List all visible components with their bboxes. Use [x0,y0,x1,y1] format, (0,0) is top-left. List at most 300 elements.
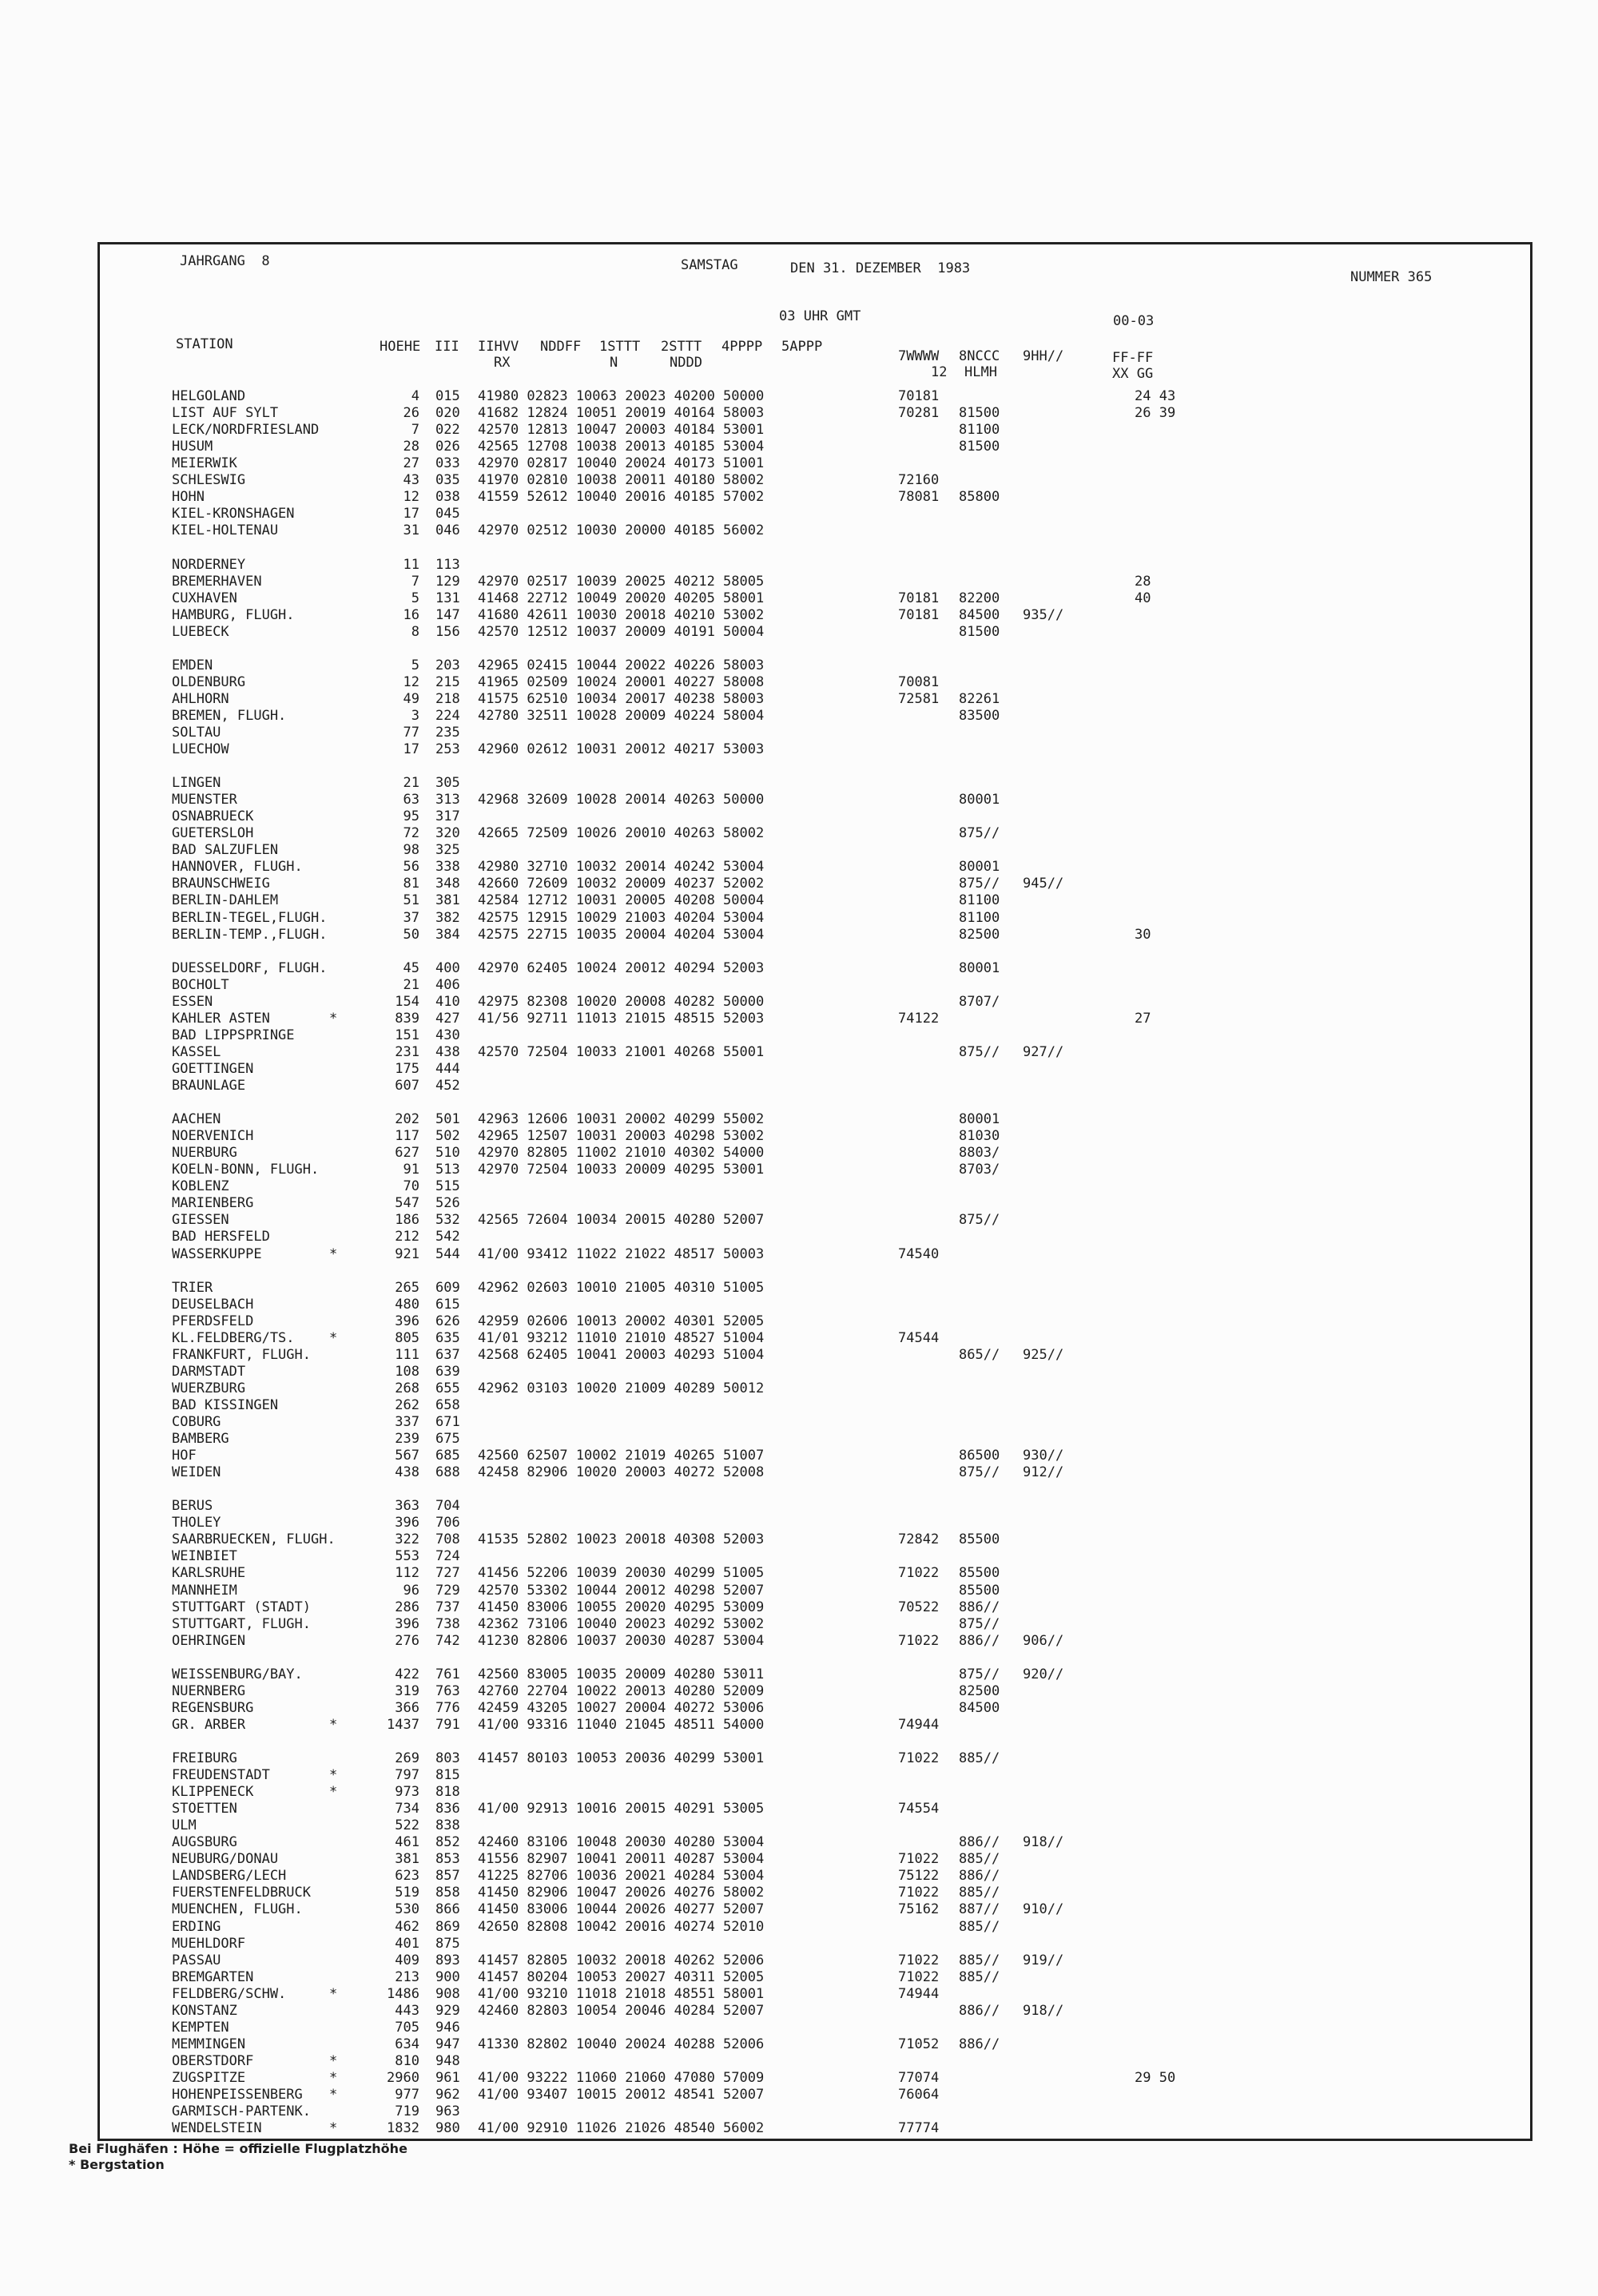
station-index: 980 [435,2120,460,2136]
station-elevation: 8 [411,624,419,640]
issue-number: NUMMER 365 [1350,269,1433,285]
station-index: 838 [435,1817,460,1833]
station-index: 948 [435,2053,460,2069]
station-index: 857 [435,1868,460,1884]
station-elevation: 95 [403,808,419,824]
station-name: BERLIN-DAHLEM [172,892,279,908]
station-index: 729 [435,1583,460,1599]
station-index: 325 [435,842,460,858]
station-name: STOETTEN [172,1801,237,1817]
station-elevation: 547 [395,1195,419,1211]
station-index: 215 [435,674,460,690]
station-name: AUGSBURG [172,1834,237,1850]
station-elevation: 1832 [387,2120,419,2136]
station-index: 803 [435,1750,460,1766]
station-name: KARLSRUHE [172,1565,246,1581]
group-8nccc: 885// [959,1885,1000,1901]
station-elevation: 797 [395,1767,419,1783]
station-table [100,244,1530,2139]
station-elevation: 231 [395,1044,419,1060]
group-8nccc: 875// [959,1666,1000,1682]
station-elevation: 50 [403,927,419,943]
synop-groups: 42650 82808 10042 20016 40274 52010 [478,1919,765,1935]
station-index: 875 [435,1936,460,1952]
synop-groups: 41/01 93212 11010 21010 48527 51004 [478,1330,765,1346]
group-9hh: 919// [1023,1952,1064,1968]
station-elevation: 462 [395,1919,419,1935]
station-elevation: 396 [395,1616,419,1632]
group-8nccc: 84500 [959,1700,1000,1716]
group-7wwww: 74944 [898,1717,940,1733]
station-name: HOHENPEISSENBERG [172,2087,303,2103]
station-name: GUETERSLOH [172,825,254,841]
gust-ff: 24 43 [1135,388,1176,404]
station-name: WEISSENBURG/BAY. [172,1666,303,1682]
station-elevation: 286 [395,1599,419,1615]
station-name: PFERDSFELD [172,1313,254,1329]
col-1sttt-sub: N [610,355,618,371]
station-elevation: 810 [395,2053,419,2069]
group-8nccc: 81100 [959,422,1000,438]
group-8nccc: 80001 [959,792,1000,808]
synop-groups: 41559 52612 10040 20016 40185 57002 [478,489,765,505]
synop-groups: 42962 03103 10020 21009 40289 50012 [478,1380,765,1396]
station-name: BERUS [172,1498,213,1514]
col-8nccc-sub: HLMH [964,364,997,380]
station-index: 737 [435,1599,460,1615]
station-index: 113 [435,557,460,573]
station-elevation: 31 [403,522,419,538]
station-name: ERDING [172,1919,221,1935]
station-index: 235 [435,725,460,741]
group-7wwww: 71022 [898,1851,940,1867]
synop-groups: 41450 82906 10047 20026 40276 58002 [478,1885,765,1901]
station-elevation: 381 [395,1851,419,1867]
station-name: SOLTAU [172,725,221,741]
group-7wwww: 71022 [898,1750,940,1766]
station-index: 015 [435,388,460,404]
group-8nccc: 81100 [959,892,1000,908]
station-name: TRIER [172,1280,213,1296]
station-name: BREMERHAVEN [172,574,262,590]
group-7wwww: 74540 [898,1246,940,1262]
station-elevation: 530 [395,1901,419,1917]
synop-groups: 42665 72509 10026 20010 40263 58002 [478,825,765,841]
station-elevation: 623 [395,1868,419,1884]
synop-groups: 41450 83006 10044 20026 40277 52007 [478,1901,765,1917]
station-name: HOHN [172,489,205,505]
station-index: 704 [435,1498,460,1514]
station-name: STUTTGART, FLUGH. [172,1616,311,1632]
col-1sttt: 1STTT [599,339,641,355]
station-index: 688 [435,1464,460,1480]
station-index: 129 [435,574,460,590]
station-elevation: 12 [403,489,419,505]
station-elevation: 719 [395,2103,419,2119]
station-name: MUEHLDORF [172,1936,246,1952]
station-name: FELDBERG/SCHW. [172,1986,287,2002]
synop-groups: 41/00 93210 11018 21018 48551 58001 [478,1986,765,2002]
station-elevation: 16 [403,607,419,623]
station-name: WEINBIET [172,1548,237,1564]
synop-groups: 42660 72609 10032 20009 40237 52002 [478,876,765,892]
group-9hh: 918// [1023,1834,1064,1850]
station-elevation: 51 [403,892,419,908]
synop-groups: 42570 53302 10044 20012 40298 52007 [478,1583,765,1599]
col-8nccc: 8NCCC [959,348,1000,364]
group-8nccc: 885// [959,1969,1000,1985]
synop-groups: 41970 02810 10038 20011 40180 58002 [478,472,765,488]
station-name: OBERSTDORF [172,2053,254,2069]
station-name: BAD LIPPSPRINGE [172,1027,295,1043]
group-7wwww: 70522 [898,1599,940,1615]
station-index: 526 [435,1195,460,1211]
group-8nccc: 81500 [959,405,1000,421]
station-name: KONSTANZ [172,2003,237,2019]
group-8nccc: 875// [959,1212,1000,1228]
synop-groups: 42970 02517 10039 20025 40212 58005 [478,574,765,590]
group-8nccc: 85500 [959,1565,1000,1581]
station-elevation: 81 [403,876,419,892]
station-elevation: 2960 [387,2070,419,2086]
station-name: LECK/NORDFRIESLAND [172,422,320,438]
station-index: 900 [435,1969,460,1985]
station-name: FRANKFURT, FLUGH. [172,1347,311,1363]
station-name: LUEBECK [172,624,229,640]
station-index: 544 [435,1246,460,1262]
synop-groups: 42560 83005 10035 20009 40280 53011 [478,1666,765,1682]
station-index: 348 [435,876,460,892]
station-elevation: 239 [395,1431,419,1447]
group-8nccc: 82500 [959,927,1000,943]
station-index: 742 [435,1633,460,1649]
station-elevation: 363 [395,1498,419,1514]
group-8nccc: 85800 [959,489,1000,505]
group-7wwww: 76064 [898,2087,940,2103]
station-elevation: 7 [411,574,419,590]
station-name: HANNOVER, FLUGH. [172,859,303,875]
station-name: KL.FELDBERG/TS. [172,1330,295,1346]
station-name: STUTTGART (STADT) [172,1599,311,1615]
group-8nccc: 886// [959,2003,1000,2019]
observation-time: 03 UHR GMT [779,308,861,324]
station-index: 637 [435,1347,460,1363]
station-name: NUERBURG [172,1145,237,1161]
station-elevation: 519 [395,1885,419,1901]
group-9hh: 945// [1023,876,1064,892]
gust-ff: 30 [1135,927,1151,943]
station-index: 685 [435,1448,460,1464]
station-name: MUENCHEN, FLUGH. [172,1901,303,1917]
group-8nccc: 84500 [959,607,1000,623]
station-elevation: 5 [411,657,419,673]
station-elevation: 17 [403,506,419,522]
mountain-station-mark: * [329,1767,338,1783]
station-elevation: 7 [411,422,419,438]
station-index: 761 [435,1666,460,1682]
group-8nccc: 82500 [959,1683,1000,1699]
station-elevation: 839 [395,1011,419,1027]
station-index: 962 [435,2087,460,2103]
station-index: 147 [435,607,460,623]
col-9hh: 9HH// [1023,348,1064,364]
station-name: BAD KISSINGEN [172,1397,279,1413]
gust-ff: 28 [1135,574,1151,590]
station-index: 658 [435,1397,460,1413]
group-7wwww: 70281 [898,405,940,421]
group-7wwww: 70081 [898,674,940,690]
gust-ff: 29 50 [1135,2070,1176,2086]
group-9hh: 910// [1023,1901,1064,1917]
group-8nccc: 875// [959,1616,1000,1632]
station-name: OEHRINGEN [172,1633,246,1649]
station-index: 131 [435,590,460,606]
station-name: AACHEN [172,1111,221,1127]
col-nddff: NDDFF [540,339,582,355]
station-name: SCHLESWIG [172,472,246,488]
synop-groups: 42459 43205 10027 20004 40272 53006 [478,1700,765,1716]
station-index: 381 [435,892,460,908]
station-name: KAHLER ASTEN [172,1011,270,1027]
station-name: HAMBURG, FLUGH. [172,607,295,623]
synop-groups: 41/00 93412 11022 21022 48517 50003 [478,1246,765,1262]
synop-groups: 41330 82802 10040 20024 40288 52006 [478,2036,765,2052]
synop-groups: 42965 12507 10031 20003 40298 53002 [478,1128,765,1144]
col-hoehe: HOEHE [380,339,421,355]
station-index: 776 [435,1700,460,1716]
station-index: 224 [435,708,460,724]
station-index: 946 [435,2020,460,2036]
station-elevation: 175 [395,1061,419,1077]
station-name: WASSERKUPPE [172,1246,262,1262]
station-name: BAD HERSFELD [172,1229,270,1245]
station-elevation: 96 [403,1583,419,1599]
station-index: 542 [435,1229,460,1245]
station-elevation: 43 [403,472,419,488]
station-name: LIST AUF SYLT [172,405,279,421]
gust-ff: 26 39 [1135,405,1176,421]
station-index: 452 [435,1078,460,1094]
group-7wwww: 70181 [898,607,940,623]
station-name: REGENSBURG [172,1700,254,1716]
station-elevation: 443 [395,2003,419,2019]
group-7wwww: 71022 [898,1885,940,1901]
synop-groups: 41456 52206 10039 20030 40299 51005 [478,1565,765,1581]
synop-groups: 41/00 92913 10016 20015 40291 53005 [478,1801,765,1817]
station-elevation: 21 [403,977,419,993]
col-ff: FF-FF [1112,350,1154,366]
synop-groups: 41965 02509 10024 20001 40227 58008 [478,674,765,690]
synop-groups: 42968 32609 10028 20014 40263 50000 [478,792,765,808]
station-elevation: 26 [403,405,419,421]
station-index: 866 [435,1901,460,1917]
station-index: 382 [435,910,460,926]
group-7wwww: 77774 [898,2120,940,2136]
station-index: 444 [435,1061,460,1077]
station-index: 639 [435,1364,460,1380]
station-elevation: 977 [395,2087,419,2103]
synop-groups: 41/00 93222 11060 21060 47080 57009 [478,2070,765,2086]
station-index: 020 [435,405,460,421]
station-elevation: 262 [395,1397,419,1413]
station-index: 203 [435,657,460,673]
station-index: 510 [435,1145,460,1161]
station-index: 317 [435,808,460,824]
group-8nccc: 82261 [959,691,1000,707]
station-elevation: 45 [403,960,419,976]
station-elevation: 567 [395,1448,419,1464]
station-elevation: 805 [395,1330,419,1346]
group-8nccc: 81030 [959,1128,1000,1144]
group-7wwww: 74122 [898,1011,940,1027]
group-8nccc: 8703/ [959,1162,1000,1178]
station-name: NORDERNEY [172,557,246,573]
synop-groups: 41680 42611 10030 20018 40210 53002 [478,607,765,623]
group-7wwww: 70181 [898,388,940,404]
synop-groups: 41230 82806 10037 20030 40287 53004 [478,1633,765,1649]
group-8nccc: 80001 [959,960,1000,976]
mountain-station-mark: * [329,1011,338,1027]
station-index: 035 [435,472,460,488]
station-name: HUSUM [172,439,213,455]
group-8nccc: 83500 [959,708,1000,724]
station-elevation: 319 [395,1683,419,1699]
mountain-station-mark: * [329,1986,338,2002]
station-index: 430 [435,1027,460,1043]
station-elevation: 27 [403,455,419,471]
group-8nccc: 8707/ [959,994,1000,1010]
synop-groups: 41450 83006 10055 20020 40295 53009 [478,1599,765,1615]
footnote-airports: Bei Flughäfen : Höhe = offizielle Flugplatzhöhe [69,2141,407,2156]
synop-groups: 42460 82803 10054 20046 40284 52007 [478,2003,765,2019]
station-name: MUENSTER [172,792,237,808]
group-8nccc: 885// [959,1750,1000,1766]
group-8nccc: 80001 [959,859,1000,875]
station-elevation: 705 [395,2020,419,2036]
group-9hh: 925// [1023,1347,1064,1363]
synop-groups: 42458 82906 10020 20003 40272 52008 [478,1464,765,1480]
synop-groups: 42980 32710 10032 20014 40242 53004 [478,859,765,875]
station-elevation: 4 [411,388,419,404]
station-elevation: 151 [395,1027,419,1043]
col-iii: III [435,339,459,355]
col-2sttt-sub: NDDD [670,355,702,371]
station-elevation: 11 [403,557,419,573]
mountain-station-mark: * [329,2120,338,2136]
station-index: 045 [435,506,460,522]
mountain-station-mark: * [329,2053,338,2069]
group-8nccc: 886// [959,2036,1000,2052]
station-elevation: 322 [395,1531,419,1547]
group-8nccc: 82200 [959,590,1000,606]
station-index: 815 [435,1767,460,1783]
station-name: KIEL-KRONSHAGEN [172,506,295,522]
mountain-station-mark: * [329,1246,338,1262]
group-9hh: 927// [1023,1044,1064,1060]
station-name: MEIERWIK [172,455,237,471]
col-station: STATION [176,336,233,352]
station-elevation: 72 [403,825,419,841]
station-name: THOLEY [172,1515,221,1531]
station-index: 893 [435,1952,460,1968]
group-8nccc: 85500 [959,1531,1000,1547]
station-name: KEMPTEN [172,2020,229,2036]
group-7wwww: 78081 [898,489,940,505]
station-name: COBURG [172,1414,221,1430]
group-8nccc: 85500 [959,1583,1000,1599]
group-7wwww: 75162 [898,1901,940,1917]
synop-groups: 42568 62405 10041 20003 40293 51004 [478,1347,765,1363]
station-index: 963 [435,2103,460,2119]
synop-groups: 42975 82308 10020 20008 40282 50000 [478,994,765,1010]
station-name: MEMMINGEN [172,2036,246,2052]
group-8nccc: 86500 [959,1448,1000,1464]
group-9hh: 930// [1023,1448,1064,1464]
station-elevation: 480 [395,1297,419,1313]
synop-groups: 41225 82706 10036 20021 40284 53004 [478,1868,765,1884]
station-index: 763 [435,1683,460,1699]
station-name: KASSEL [172,1044,221,1060]
station-name: FREIBURG [172,1750,237,1766]
station-name: GOETTINGEN [172,1061,254,1077]
synop-groups: 41468 22712 10049 20020 40205 58001 [478,590,765,606]
synop-groups: 42959 02606 10013 20002 40301 52005 [478,1313,765,1329]
synop-groups: 41457 82805 10032 20018 40262 52006 [478,1952,765,1968]
group-7wwww: 74554 [898,1801,940,1817]
station-name: LUECHOW [172,741,229,757]
station-name: BOCHOLT [172,977,229,993]
synop-groups: 41/00 93407 10015 20012 48541 52007 [478,2087,765,2103]
station-name: MANNHEIM [172,1583,237,1599]
station-index: 515 [435,1178,460,1194]
station-elevation: 49 [403,691,419,707]
station-name: WEIDEN [172,1464,221,1480]
station-index: 438 [435,1044,460,1060]
synop-groups: 41980 02823 10063 20023 40200 50000 [478,388,765,404]
station-index: 724 [435,1548,460,1564]
station-elevation: 634 [395,2036,419,2052]
station-elevation: 409 [395,1952,419,1968]
synop-groups: 42970 62405 10024 20012 40294 52003 [478,960,765,976]
station-index: 218 [435,691,460,707]
group-8nccc: 885// [959,1919,1000,1935]
station-elevation: 1437 [387,1717,419,1733]
col-ff-sub: XX GG [1112,366,1154,382]
station-elevation: 91 [403,1162,419,1178]
station-name: AHLHORN [172,691,229,707]
group-7wwww: 77074 [898,2070,940,2086]
gust-ff: 40 [1135,590,1151,606]
group-7wwww: 71022 [898,1565,940,1581]
col-iihvv: IIHVV [478,339,519,355]
station-elevation: 396 [395,1515,419,1531]
group-7wwww: 74944 [898,1986,940,2002]
station-elevation: 117 [395,1128,419,1144]
synop-groups: 42570 72504 10033 21001 40268 55001 [478,1044,765,1060]
group-8nccc: 886// [959,1868,1000,1884]
station-elevation: 21 [403,775,419,791]
synop-groups: 41/00 93316 11040 21045 48511 54000 [478,1717,765,1733]
station-index: 908 [435,1986,460,2002]
station-index: 858 [435,1885,460,1901]
station-elevation: 522 [395,1817,419,1833]
station-elevation: 438 [395,1464,419,1480]
station-name: MARIENBERG [172,1195,254,1211]
station-name: NOERVENICH [172,1128,254,1144]
station-index: 626 [435,1313,460,1329]
station-elevation: 98 [403,842,419,858]
station-name: BRAUNSCHWEIG [172,876,270,892]
